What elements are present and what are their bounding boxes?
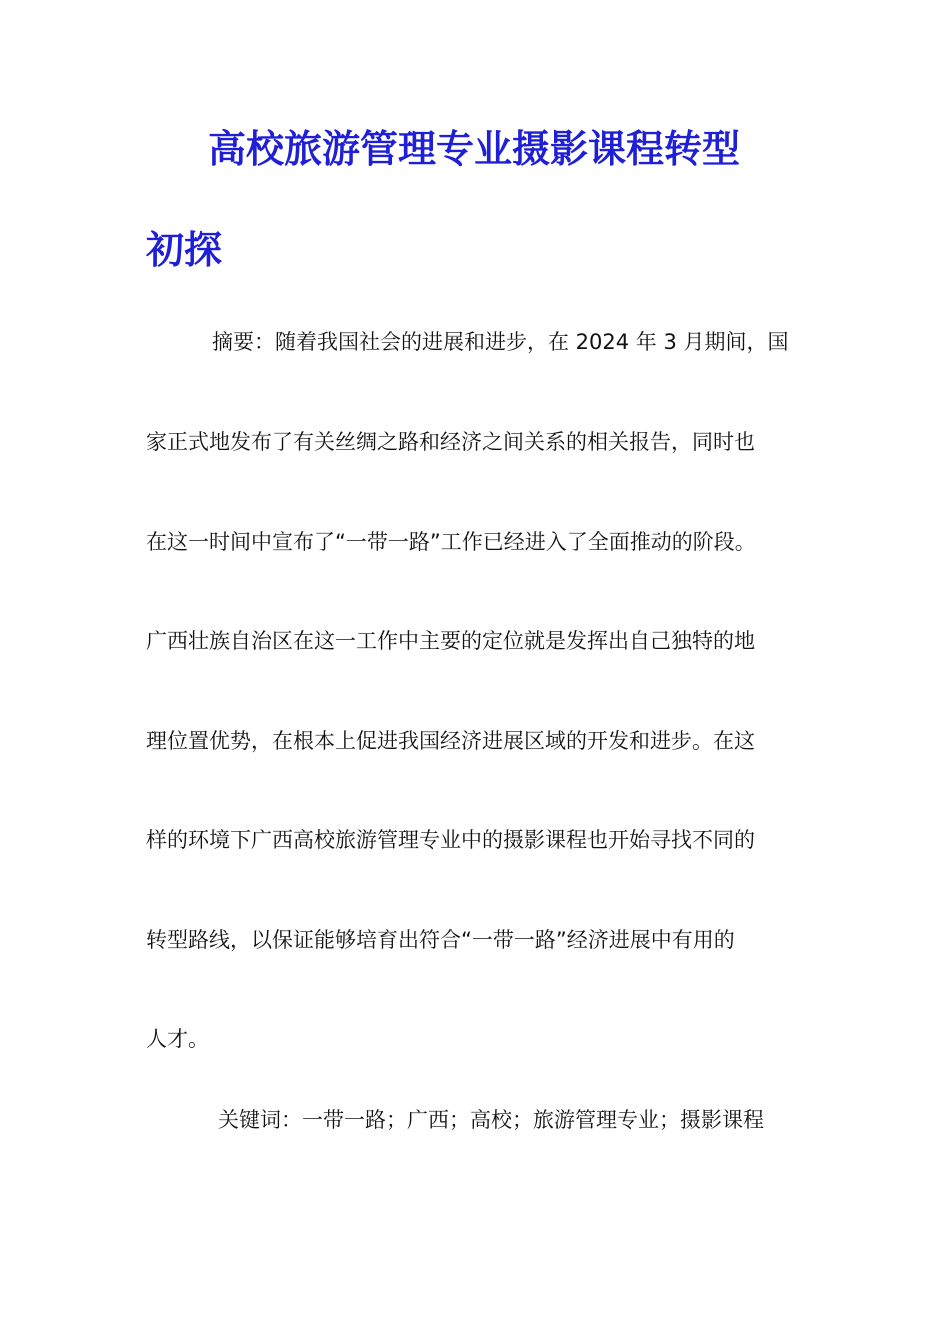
abstract-line: 人才。 [146, 1027, 209, 1051]
abstract-line: 在这一时间中宣布了“一带一路”工作已经进入了全面推动的阶段。 [146, 530, 756, 554]
abstract-line: 摘要：随着我国社会的进展和进步，在 2024 年 3 月期间，国 [212, 330, 789, 354]
document-title-line-1: 高校旅游管理专业摄影课程转型 [208, 126, 741, 171]
document-title-line-2: 初探 [146, 227, 223, 272]
abstract-line: 理位置优势，在根本上促进我国经济进展区域的开发和进步。在这 [146, 729, 755, 753]
abstract-line: 家正式地发布了有关丝绸之路和经济之间关系的相关报告，同时也 [146, 430, 755, 454]
abstract-line: 广西壮族自治区在这一工作中主要的定位就是发挥出自己独特的地 [146, 629, 755, 653]
abstract-line: 样的环境下广西高校旅游管理专业中的摄影课程也开始寻找不同的 [146, 828, 755, 852]
abstract-line: 转型路线，以保证能够培育出符合“一带一路”经济进展中有用的 [146, 928, 735, 952]
keywords-line: 关键词：一带一路；广西；高校；旅游管理专业；摄影课程 [218, 1108, 764, 1132]
